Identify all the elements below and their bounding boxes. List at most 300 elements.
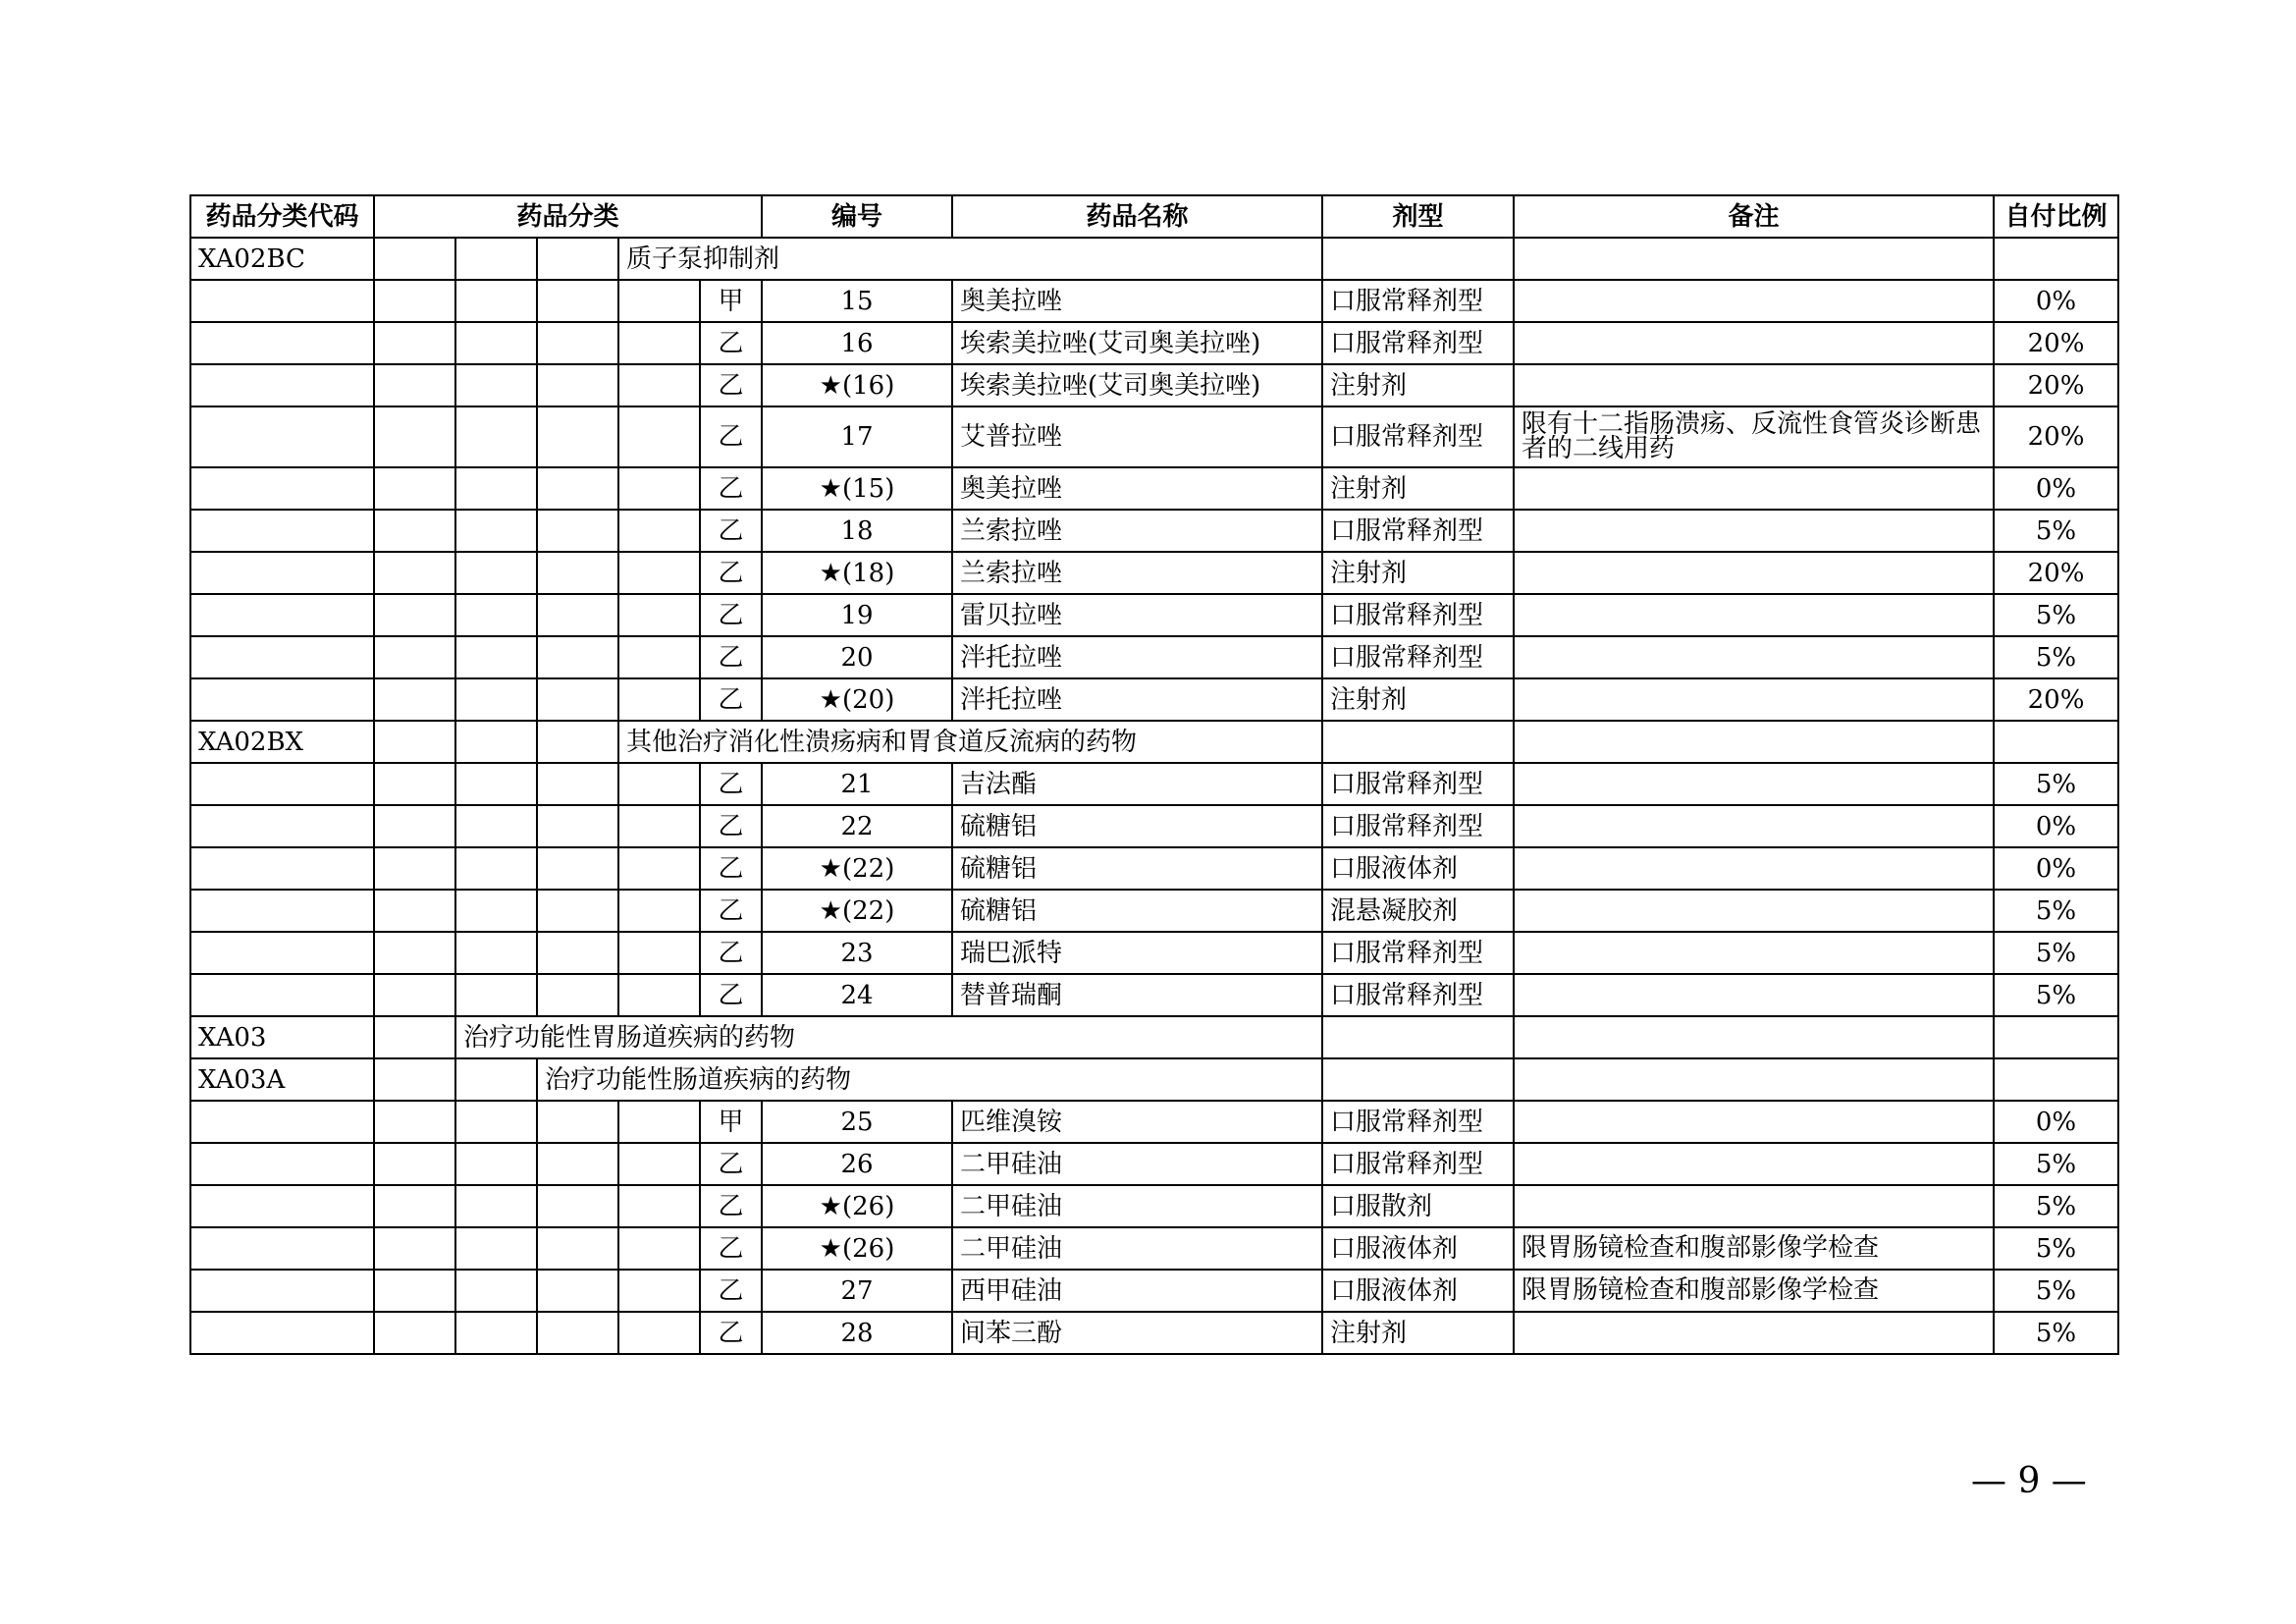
empty-cell: [1994, 721, 2118, 763]
empty-cell: [455, 322, 537, 364]
empty-cell: [618, 280, 700, 322]
self-pay-ratio: 5%: [1994, 510, 2118, 552]
empty-cell: [537, 805, 618, 847]
empty-cell: [537, 763, 618, 805]
dosage-form: 口服液体剂: [1322, 1270, 1514, 1312]
remark: [1514, 763, 1994, 805]
category-code: XA02BC: [190, 238, 374, 280]
self-pay-ratio: 5%: [1994, 763, 2118, 805]
empty-cell: [618, 1270, 700, 1312]
empty-cell: [190, 364, 374, 406]
self-pay-ratio: 20%: [1994, 406, 2118, 467]
drug-number: ★(16): [762, 364, 952, 406]
self-pay-ratio: 5%: [1994, 1270, 2118, 1312]
empty-cell: [455, 1101, 537, 1143]
drug-row: [190, 974, 2118, 1016]
dosage-form: 混悬凝胶剂: [1322, 890, 1514, 932]
empty-cell: [537, 1270, 618, 1312]
dosage-form: 注射剂: [1322, 552, 1514, 594]
empty-cell: [1322, 1016, 1514, 1058]
empty-cell: [618, 552, 700, 594]
drug-number: 27: [762, 1270, 952, 1312]
drug-number: 17: [762, 406, 952, 467]
remark: [1514, 847, 1994, 890]
self-pay-ratio: 5%: [1994, 932, 2118, 974]
drug-number: ★(20): [762, 678, 952, 721]
empty-cell: [374, 847, 455, 890]
empty-cell: [455, 467, 537, 510]
drug-grade: 乙: [700, 322, 762, 364]
empty-cell: [374, 280, 455, 322]
empty-cell: [190, 1227, 374, 1270]
category-label: 治疗功能性肠道疾病的药物: [537, 1058, 1322, 1101]
empty-cell: [190, 1185, 374, 1227]
remark: [1514, 364, 1994, 406]
dosage-form: 口服常释剂型: [1322, 594, 1514, 636]
drug-grade: 乙: [700, 1143, 762, 1185]
drug-row: [190, 467, 2118, 510]
category-row: [190, 1016, 2118, 1058]
empty-cell: [537, 1185, 618, 1227]
drug-grade: 乙: [700, 890, 762, 932]
remark: [1514, 1101, 1994, 1143]
drug-name: 埃索美拉唑(艾司奥美拉唑): [952, 322, 1322, 364]
drug-grade: 乙: [700, 467, 762, 510]
empty-cell: [190, 1101, 374, 1143]
empty-cell: [618, 406, 700, 467]
empty-cell: [455, 1312, 537, 1354]
empty-cell: [618, 1101, 700, 1143]
empty-cell: [1994, 1016, 2118, 1058]
dosage-form: 口服常释剂型: [1322, 636, 1514, 678]
empty-cell: [618, 890, 700, 932]
drug-name: 间苯三酚: [952, 1312, 1322, 1354]
empty-cell: [537, 280, 618, 322]
dosage-form: 口服液体剂: [1322, 1227, 1514, 1270]
empty-cell: [374, 1312, 455, 1354]
empty-cell: [618, 636, 700, 678]
category-label: 其他治疗消化性溃疡病和胃食道反流病的药物: [618, 721, 1322, 763]
empty-cell: [190, 1270, 374, 1312]
empty-cell: [455, 364, 537, 406]
self-pay-ratio: 0%: [1994, 847, 2118, 890]
drug-number: 26: [762, 1143, 952, 1185]
drug-grade: 乙: [700, 1270, 762, 1312]
category-code: XA03A: [190, 1058, 374, 1101]
header-code: 药品分类代码: [190, 195, 374, 238]
drug-row: [190, 847, 2118, 890]
empty-cell: [1994, 1058, 2118, 1101]
empty-cell: [190, 974, 374, 1016]
dosage-form: 注射剂: [1322, 364, 1514, 406]
empty-cell: [455, 510, 537, 552]
empty-cell: [537, 974, 618, 1016]
empty-cell: [1322, 238, 1514, 280]
header-row: [190, 195, 2118, 238]
empty-cell: [618, 763, 700, 805]
drug-name: 二甲硅油: [952, 1143, 1322, 1185]
empty-cell: [455, 890, 537, 932]
category-label: 质子泵抑制剂: [618, 238, 1322, 280]
empty-cell: [618, 847, 700, 890]
empty-cell: [190, 890, 374, 932]
empty-cell: [190, 1143, 374, 1185]
empty-cell: [374, 510, 455, 552]
dosage-form: 口服散剂: [1322, 1185, 1514, 1227]
empty-cell: [618, 932, 700, 974]
drug-number: 20: [762, 636, 952, 678]
empty-cell: [618, 1143, 700, 1185]
empty-cell: [537, 322, 618, 364]
drug-name: 瑞巴派特: [952, 932, 1322, 974]
drug-number: ★(15): [762, 467, 952, 510]
empty-cell: [1514, 721, 1994, 763]
empty-cell: [455, 1143, 537, 1185]
empty-cell: [455, 974, 537, 1016]
empty-cell: [1322, 721, 1514, 763]
empty-cell: [537, 238, 618, 280]
empty-cell: [455, 594, 537, 636]
drug-number: 18: [762, 510, 952, 552]
self-pay-ratio: 5%: [1994, 1227, 2118, 1270]
empty-cell: [455, 1185, 537, 1227]
dosage-form: 口服常释剂型: [1322, 406, 1514, 467]
empty-cell: [374, 1185, 455, 1227]
drug-number: ★(26): [762, 1227, 952, 1270]
empty-cell: [537, 406, 618, 467]
empty-cell: [455, 552, 537, 594]
drug-number: 28: [762, 1312, 952, 1354]
empty-cell: [374, 932, 455, 974]
empty-cell: [1994, 238, 2118, 280]
drug-row: [190, 1185, 2118, 1227]
empty-cell: [190, 763, 374, 805]
empty-cell: [537, 552, 618, 594]
empty-cell: [537, 364, 618, 406]
empty-cell: [455, 678, 537, 721]
empty-cell: [374, 721, 455, 763]
drug-grade: 乙: [700, 636, 762, 678]
category-label: 治疗功能性胃肠道疾病的药物: [455, 1016, 1322, 1058]
dosage-form: 口服常释剂型: [1322, 280, 1514, 322]
drug-name: 兰索拉唑: [952, 552, 1322, 594]
dosage-form: 口服常释剂型: [1322, 974, 1514, 1016]
drug-row: [190, 636, 2118, 678]
drug-name: 泮托拉唑: [952, 636, 1322, 678]
header-number: 编号: [762, 195, 952, 238]
dosage-form: 口服常释剂型: [1322, 1143, 1514, 1185]
drug-number: 22: [762, 805, 952, 847]
empty-cell: [537, 847, 618, 890]
self-pay-ratio: 20%: [1994, 364, 2118, 406]
empty-cell: [537, 467, 618, 510]
drug-grade: 乙: [700, 763, 762, 805]
drug-name: 二甲硅油: [952, 1185, 1322, 1227]
empty-cell: [374, 364, 455, 406]
empty-cell: [374, 890, 455, 932]
drug-number: ★(22): [762, 890, 952, 932]
empty-cell: [537, 510, 618, 552]
empty-cell: [374, 974, 455, 1016]
drug-number: 24: [762, 974, 952, 1016]
empty-cell: [455, 721, 537, 763]
empty-cell: [537, 890, 618, 932]
empty-cell: [190, 406, 374, 467]
remark: [1514, 932, 1994, 974]
empty-cell: [1514, 1016, 1994, 1058]
empty-cell: [1514, 1058, 1994, 1101]
drug-number: 19: [762, 594, 952, 636]
remark: [1514, 510, 1994, 552]
drug-grade: 甲: [700, 280, 762, 322]
remark: 限胃肠镜检查和腹部影像学检查: [1514, 1227, 1994, 1270]
empty-cell: [1322, 1058, 1514, 1101]
header-form: 剂型: [1322, 195, 1514, 238]
drug-number: 25: [762, 1101, 952, 1143]
drug-name: 硫糖铝: [952, 847, 1322, 890]
self-pay-ratio: 5%: [1994, 636, 2118, 678]
category-code: XA02BX: [190, 721, 374, 763]
empty-cell: [537, 1227, 618, 1270]
drug-grade: 乙: [700, 406, 762, 467]
drug-row: [190, 322, 2118, 364]
drug-grade: 乙: [700, 1185, 762, 1227]
page-number: — 9 —: [1971, 1461, 2087, 1501]
drug-row: [190, 1227, 2118, 1270]
category-row: [190, 721, 2118, 763]
empty-cell: [455, 636, 537, 678]
empty-cell: [190, 552, 374, 594]
empty-cell: [190, 594, 374, 636]
self-pay-ratio: 20%: [1994, 322, 2118, 364]
remark: [1514, 678, 1994, 721]
empty-cell: [374, 322, 455, 364]
remark: [1514, 552, 1994, 594]
remark: [1514, 805, 1994, 847]
remark: 限胃肠镜检查和腹部影像学检查: [1514, 1270, 1994, 1312]
empty-cell: [374, 467, 455, 510]
header-name: 药品名称: [952, 195, 1322, 238]
empty-cell: [455, 1270, 537, 1312]
empty-cell: [455, 406, 537, 467]
self-pay-ratio: 0%: [1994, 805, 2118, 847]
drug-grade: 乙: [700, 364, 762, 406]
dosage-form: 口服常释剂型: [1322, 510, 1514, 552]
empty-cell: [537, 594, 618, 636]
table-body: [190, 238, 2118, 1354]
header-ratio: 自付比例: [1994, 195, 2118, 238]
remark: [1514, 1312, 1994, 1354]
empty-cell: [374, 636, 455, 678]
self-pay-ratio: 20%: [1994, 552, 2118, 594]
remark: [1514, 890, 1994, 932]
drug-name: 奥美拉唑: [952, 280, 1322, 322]
drug-grade: 甲: [700, 1101, 762, 1143]
dosage-form: 注射剂: [1322, 1312, 1514, 1354]
remark: [1514, 1143, 1994, 1185]
remark: [1514, 636, 1994, 678]
drug-row: [190, 510, 2118, 552]
drug-number: ★(18): [762, 552, 952, 594]
drug-name: 雷贝拉唑: [952, 594, 1322, 636]
drug-name: 匹维溴铵: [952, 1101, 1322, 1143]
drug-number: ★(22): [762, 847, 952, 890]
drug-name: 硫糖铝: [952, 890, 1322, 932]
drug-row: [190, 678, 2118, 721]
drug-row: [190, 805, 2118, 847]
drug-row: [190, 1143, 2118, 1185]
remark: [1514, 322, 1994, 364]
empty-cell: [190, 322, 374, 364]
self-pay-ratio: 5%: [1994, 1143, 2118, 1185]
drug-grade: 乙: [700, 932, 762, 974]
empty-cell: [537, 636, 618, 678]
empty-cell: [190, 636, 374, 678]
drug-row: [190, 280, 2118, 322]
category-code: XA03: [190, 1016, 374, 1058]
drug-name: 艾普拉唑: [952, 406, 1322, 467]
empty-cell: [374, 1016, 455, 1058]
empty-cell: [537, 1312, 618, 1354]
empty-cell: [374, 552, 455, 594]
drug-grade: 乙: [700, 1227, 762, 1270]
empty-cell: [455, 805, 537, 847]
drug-name: 泮托拉唑: [952, 678, 1322, 721]
header-category: 药品分类: [374, 195, 762, 238]
empty-cell: [374, 238, 455, 280]
drug-row: [190, 763, 2118, 805]
drug-catalog-table: [189, 194, 2119, 1355]
remark: [1514, 280, 1994, 322]
empty-cell: [374, 1270, 455, 1312]
empty-cell: [190, 467, 374, 510]
dosage-form: 口服液体剂: [1322, 847, 1514, 890]
empty-cell: [537, 932, 618, 974]
empty-cell: [455, 932, 537, 974]
empty-cell: [374, 805, 455, 847]
empty-cell: [618, 364, 700, 406]
drug-row: [190, 932, 2118, 974]
dosage-form: 注射剂: [1322, 678, 1514, 721]
empty-cell: [618, 322, 700, 364]
empty-cell: [190, 510, 374, 552]
drug-number: 21: [762, 763, 952, 805]
empty-cell: [455, 1227, 537, 1270]
empty-cell: [374, 1143, 455, 1185]
dosage-form: 口服常释剂型: [1322, 1101, 1514, 1143]
self-pay-ratio: 0%: [1994, 1101, 2118, 1143]
drug-name: 硫糖铝: [952, 805, 1322, 847]
empty-cell: [190, 280, 374, 322]
drug-number: ★(26): [762, 1185, 952, 1227]
dosage-form: 口服常释剂型: [1322, 763, 1514, 805]
drug-grade: 乙: [700, 847, 762, 890]
empty-cell: [374, 1058, 455, 1101]
empty-cell: [455, 238, 537, 280]
empty-cell: [374, 1227, 455, 1270]
drug-row: [190, 1312, 2118, 1354]
header-remark: 备注: [1514, 195, 1994, 238]
empty-cell: [190, 1312, 374, 1354]
self-pay-ratio: 0%: [1994, 280, 2118, 322]
remark: [1514, 594, 1994, 636]
empty-cell: [190, 847, 374, 890]
self-pay-ratio: 5%: [1994, 974, 2118, 1016]
drug-number: 23: [762, 932, 952, 974]
empty-cell: [374, 763, 455, 805]
category-row: [190, 1058, 2118, 1101]
empty-cell: [455, 763, 537, 805]
empty-cell: [190, 678, 374, 721]
drug-grade: 乙: [700, 594, 762, 636]
drug-grade: 乙: [700, 552, 762, 594]
self-pay-ratio: 5%: [1994, 594, 2118, 636]
empty-cell: [455, 1058, 537, 1101]
self-pay-ratio: 5%: [1994, 1185, 2118, 1227]
empty-cell: [618, 594, 700, 636]
empty-cell: [618, 467, 700, 510]
remark: 限有十二指肠溃疡、反流性食管炎诊断患者的二线用药: [1514, 406, 1994, 467]
category-row: [190, 238, 2118, 280]
drug-grade: 乙: [700, 678, 762, 721]
empty-cell: [618, 1312, 700, 1354]
remark: [1514, 1185, 1994, 1227]
empty-cell: [190, 932, 374, 974]
empty-cell: [455, 280, 537, 322]
empty-cell: [618, 974, 700, 1016]
drug-grade: 乙: [700, 974, 762, 1016]
drug-row: [190, 364, 2118, 406]
drug-grade: 乙: [700, 1312, 762, 1354]
drug-row: [190, 594, 2118, 636]
drug-row: [190, 1270, 2118, 1312]
remark: [1514, 467, 1994, 510]
drug-number: 15: [762, 280, 952, 322]
drug-name: 二甲硅油: [952, 1227, 1322, 1270]
drug-name: 埃索美拉唑(艾司奥美拉唑): [952, 364, 1322, 406]
empty-cell: [618, 1185, 700, 1227]
empty-cell: [537, 678, 618, 721]
drug-row: [190, 1101, 2118, 1143]
empty-cell: [537, 721, 618, 763]
drug-name: 吉法酯: [952, 763, 1322, 805]
self-pay-ratio: 5%: [1994, 1312, 2118, 1354]
dosage-form: 注射剂: [1322, 467, 1514, 510]
drug-number: 16: [762, 322, 952, 364]
drug-grade: 乙: [700, 510, 762, 552]
drug-name: 替普瑞酮: [952, 974, 1322, 1016]
drug-name: 奥美拉唑: [952, 467, 1322, 510]
empty-cell: [455, 847, 537, 890]
self-pay-ratio: 20%: [1994, 678, 2118, 721]
empty-cell: [537, 1143, 618, 1185]
empty-cell: [537, 1101, 618, 1143]
empty-cell: [1514, 238, 1994, 280]
dosage-form: 口服常释剂型: [1322, 932, 1514, 974]
empty-cell: [190, 805, 374, 847]
empty-cell: [374, 406, 455, 467]
drug-name: 兰索拉唑: [952, 510, 1322, 552]
empty-cell: [618, 510, 700, 552]
empty-cell: [618, 678, 700, 721]
drug-name: 西甲硅油: [952, 1270, 1322, 1312]
empty-cell: [374, 678, 455, 721]
drug-row: [190, 552, 2118, 594]
drug-grade: 乙: [700, 805, 762, 847]
drug-row: [190, 406, 2118, 467]
drug-row: [190, 890, 2118, 932]
empty-cell: [618, 1227, 700, 1270]
